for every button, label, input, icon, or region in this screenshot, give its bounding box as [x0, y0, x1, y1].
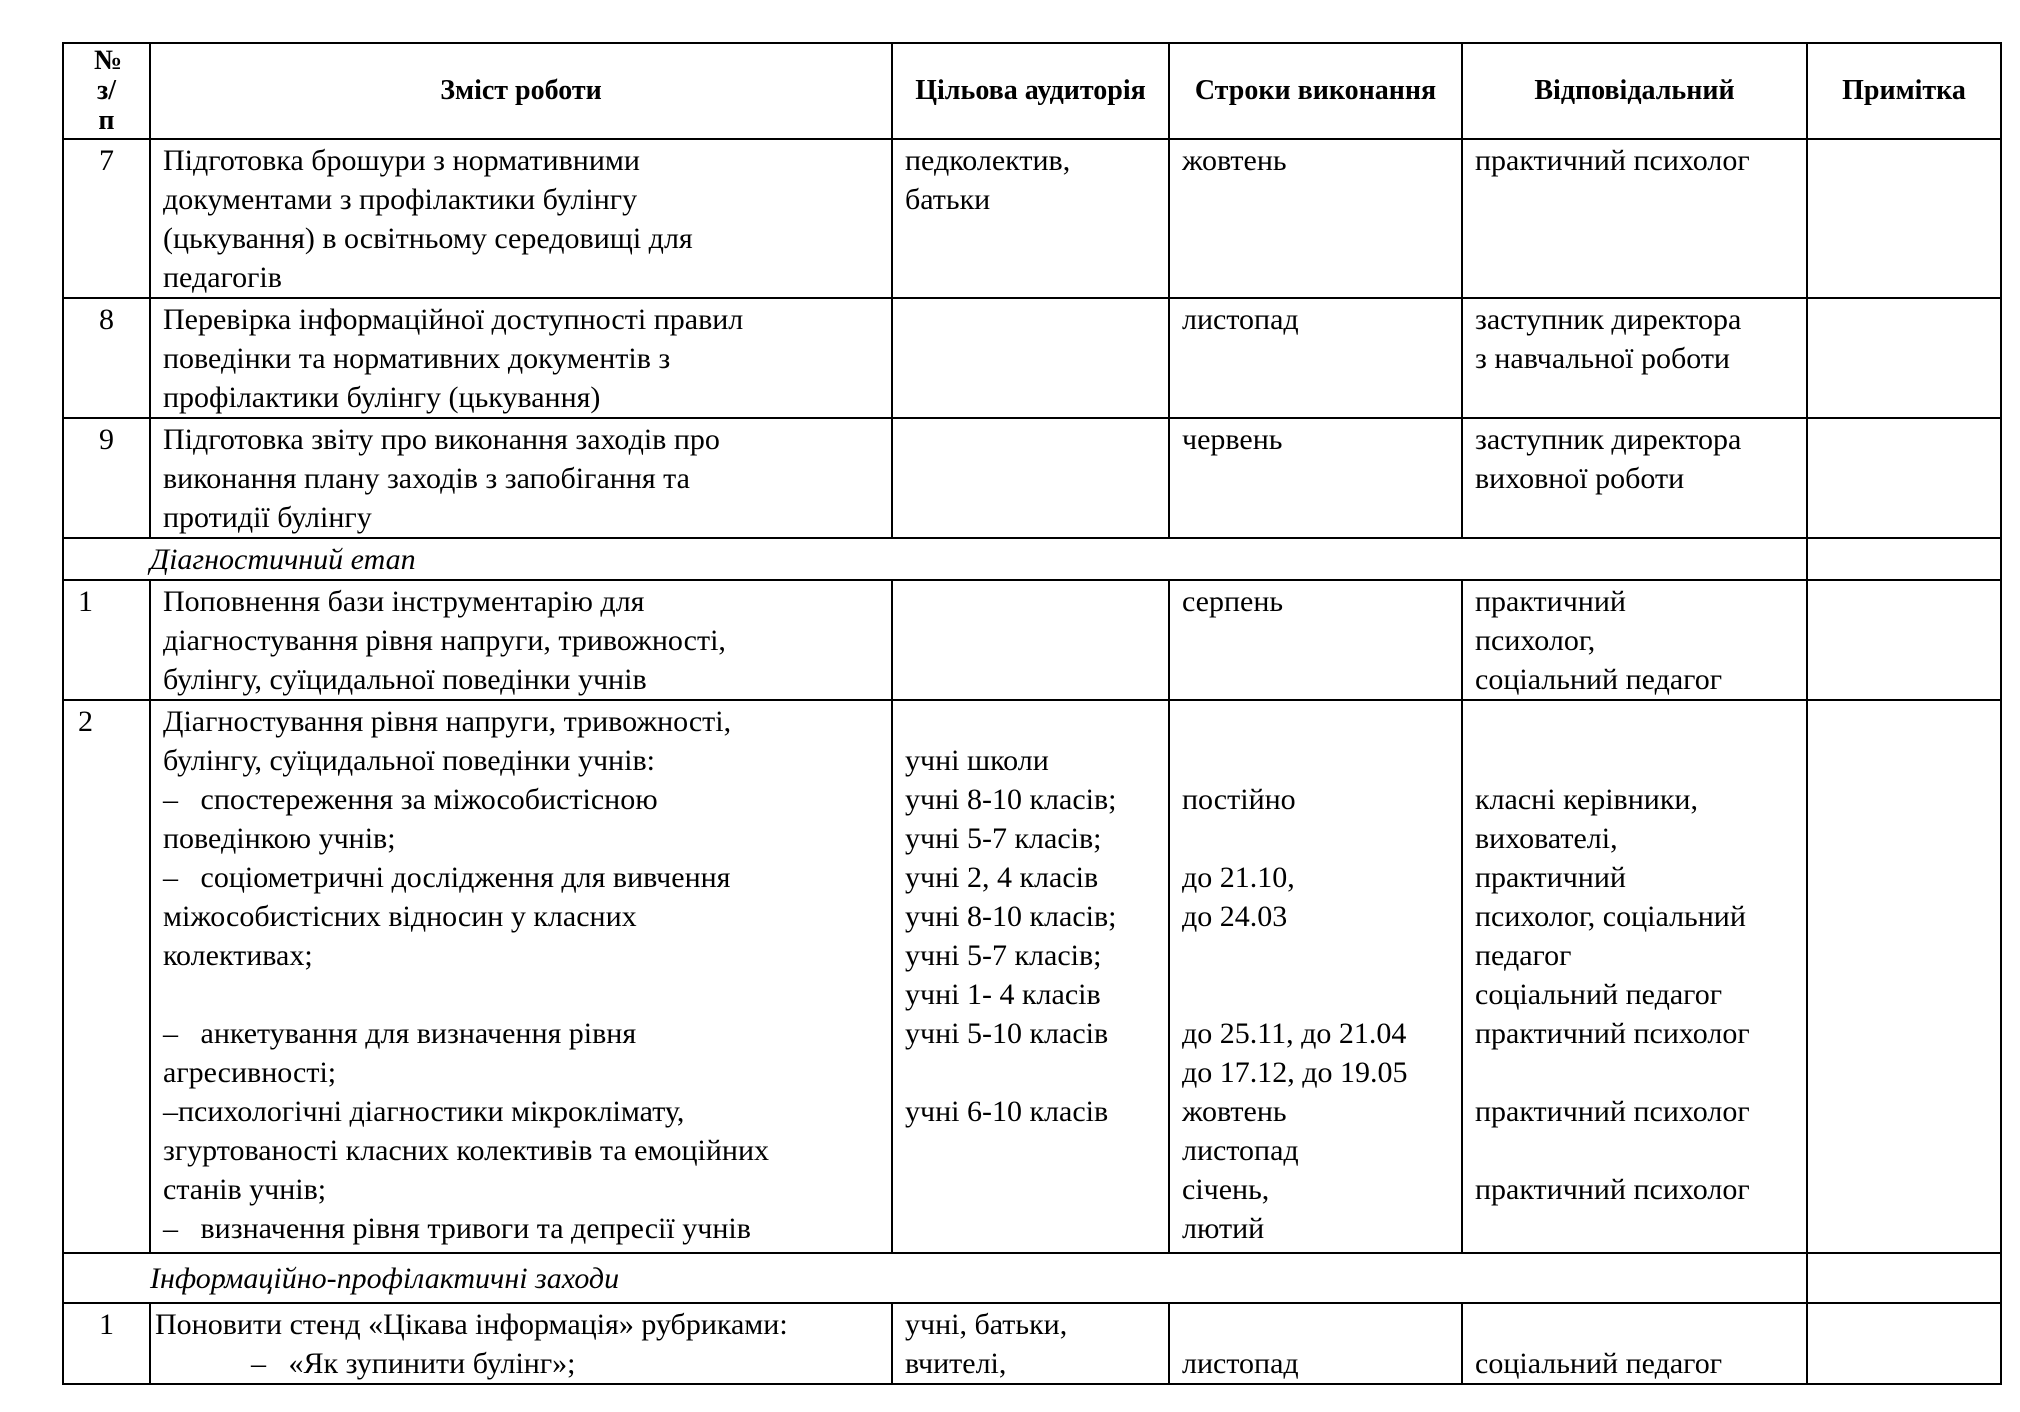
text-line	[1182, 975, 1449, 1014]
row-responsible	[1462, 418, 1807, 538]
text-line: – спостереження за міжособистісною	[163, 783, 658, 816]
text-line: до 24.03	[1182, 900, 1288, 933]
row-content	[150, 298, 892, 418]
text-line: учні 1- 4 класів	[905, 978, 1101, 1011]
text-line: учні 5-7 класів;	[905, 822, 1102, 855]
text-line: лютий	[1182, 1212, 1265, 1245]
text-line	[163, 975, 879, 1014]
row-terms	[1169, 418, 1462, 538]
section-row-info	[63, 1253, 2001, 1303]
text-line: виховної роботи	[1475, 462, 1685, 495]
row-audience	[892, 418, 1169, 538]
text-line: учні 8-10 класів;	[905, 783, 1117, 816]
text-line: вчителі,	[905, 1347, 1007, 1380]
text-line: булінгу, суїцидальної поведінки учнів:	[163, 744, 655, 777]
text-line: практичний психолог	[1475, 144, 1750, 177]
text-line	[1475, 1131, 1794, 1170]
row-terms	[1169, 139, 1462, 298]
row-note	[1807, 139, 2001, 298]
text-line: до 25.11, до 21.04	[1182, 1017, 1407, 1050]
row-audience	[892, 1303, 1169, 1384]
text-line: червень	[1182, 423, 1283, 456]
text-line	[1182, 741, 1449, 780]
row-note	[1807, 538, 2001, 580]
section-row-diagnostic	[63, 538, 2001, 580]
text-line: соціальний педагог	[1475, 663, 1723, 696]
text-line: булінгу, суїцидальної поведінки учнів	[163, 663, 647, 696]
header-audience: Цільова аудиторія	[892, 43, 1169, 139]
text-line: Поновити стенд «Цікава інформація» рубриками:	[155, 1308, 788, 1341]
table-row	[63, 298, 2001, 418]
row-terms	[1169, 580, 1462, 700]
text-line: психолог, соціальний	[1475, 900, 1746, 933]
row-note	[1807, 298, 2001, 418]
text-line	[1182, 1305, 1449, 1344]
header-content: Зміст роботи	[150, 43, 892, 139]
text-line	[1475, 1305, 1794, 1344]
text-line: міжособистісних відносин у класних	[163, 900, 637, 933]
text-line: жовтень	[1182, 1095, 1287, 1128]
row-terms	[1169, 1303, 1462, 1384]
row-terms	[1169, 700, 1462, 1253]
row-responsible	[1462, 139, 1807, 298]
row-note	[1807, 580, 2001, 700]
row-responsible	[1462, 700, 1807, 1253]
text-line: педагог	[1475, 939, 1572, 972]
text-line: – анкетування для визначення рівня	[163, 1017, 637, 1050]
text-line: жовтень	[1182, 144, 1287, 177]
text-line	[1182, 819, 1449, 858]
text-line: Поповнення бази інструментарію для	[163, 585, 645, 618]
text-line: до 21.10,	[1182, 861, 1295, 894]
text-line: агресивності;	[163, 1056, 337, 1089]
row-content	[150, 1303, 892, 1384]
text-line: психолог,	[1475, 624, 1596, 657]
text-line: документами з профілактики булінгу	[163, 183, 638, 216]
header-responsible: Відповідальний	[1462, 43, 1807, 139]
text-line	[905, 1053, 1156, 1092]
row-responsible	[1462, 1303, 1807, 1384]
table-header-row	[63, 43, 2001, 139]
header-terms: Строки виконання	[1169, 43, 1462, 139]
text-line	[905, 702, 1156, 741]
row-terms	[1169, 298, 1462, 418]
text-line: поведінкою учнів;	[163, 822, 396, 855]
text-line: Перевірка інформаційної доступності правил	[163, 303, 744, 336]
row-content	[150, 139, 892, 298]
table-row	[63, 418, 2001, 538]
text-line: Діагностування рівня напруги, тривожності,	[163, 705, 732, 738]
text-line: колективах;	[163, 939, 313, 972]
text-line: вихователі,	[1475, 822, 1618, 855]
row-num: 1	[63, 1303, 150, 1384]
text-line: – «Як зупинити булінг»;	[251, 1347, 576, 1380]
text-line: (цькування) в освітньому середовищі для	[163, 222, 693, 255]
text-line: станів учнів;	[163, 1173, 327, 1206]
row-note	[1807, 1253, 2001, 1303]
text-line: практичний психолог	[1475, 1095, 1750, 1128]
text-line: листопад	[1182, 1134, 1299, 1167]
row-num: 8	[63, 298, 150, 418]
text-line	[1182, 936, 1449, 975]
text-line: батьки	[905, 183, 991, 216]
text-line: учні 8-10 класів;	[905, 900, 1117, 933]
text-line	[1182, 702, 1449, 741]
row-audience	[892, 298, 1169, 418]
text-line: практичний	[1475, 861, 1626, 894]
text-line: педколектив,	[905, 144, 1071, 177]
section-title-diagnostic: Діагностичний етап	[150, 538, 1807, 580]
text-line: учні 5-10 класів	[905, 1017, 1109, 1050]
text-line: практичний психолог	[1475, 1173, 1750, 1206]
section-title-info: Інформаційно-профілактичні заходи	[150, 1253, 1807, 1303]
text-line: постійно	[1182, 783, 1296, 816]
row-num: 2	[63, 700, 150, 1253]
text-line: січень,	[1182, 1173, 1270, 1206]
table-row	[63, 580, 2001, 700]
text-line: педагогів	[163, 261, 282, 294]
text-line: учні, батьки,	[905, 1308, 1068, 1341]
text-line: учні школи	[905, 744, 1049, 777]
table-row	[63, 139, 2001, 298]
text-line: діагностування рівня напруги, тривожності,	[163, 624, 726, 657]
text-line: соціальний педагог	[1475, 978, 1723, 1011]
text-line: згуртованості класних колективів та емоційних	[163, 1134, 770, 1167]
text-line: профілактики булінгу (цькування)	[163, 381, 601, 414]
text-line: соціальний педагог	[1475, 1347, 1723, 1380]
text-line: виконання плану заходів з запобігання та	[163, 462, 690, 495]
row-num: 1	[63, 580, 150, 700]
text-line: класні керівники,	[1475, 783, 1698, 816]
header-num: № з/п	[63, 43, 150, 139]
row-note	[1807, 418, 2001, 538]
row-note	[1807, 1303, 2001, 1384]
text-line: листопад	[1182, 303, 1299, 336]
text-line: практичний психолог	[1475, 1017, 1750, 1050]
text-line	[1475, 702, 1794, 741]
text-line: з навчальної роботи	[1475, 342, 1730, 375]
table-row	[63, 700, 2001, 1253]
text-line: заступник директора	[1475, 303, 1742, 336]
header-note: Примітка	[1807, 43, 2001, 139]
row-responsible	[1462, 298, 1807, 418]
text-line: поведінки та нормативних документів з	[163, 342, 671, 375]
text-line: протидії булінгу	[163, 501, 372, 534]
text-line: учні 2, 4 класів	[905, 861, 1099, 894]
text-line	[1475, 1053, 1794, 1092]
row-content	[150, 580, 892, 700]
text-line	[1475, 741, 1794, 780]
text-line: Підготовка брошури з нормативними	[163, 144, 640, 177]
text-line: заступник директора	[1475, 423, 1742, 456]
text-line: Підготовка звіту про виконання заходів про	[163, 423, 720, 456]
row-audience	[892, 139, 1169, 298]
text-line: – соціометричні дослідження для вивчення	[163, 861, 731, 894]
row-audience	[892, 700, 1169, 1253]
work-plan-table	[62, 42, 2002, 1385]
row-num: 7	[63, 139, 150, 298]
row-num: 9	[63, 418, 150, 538]
text-line: листопад	[1182, 1347, 1299, 1380]
table-row	[63, 1303, 2001, 1384]
text-line: учні 6-10 класів	[905, 1095, 1109, 1128]
row-responsible	[1462, 580, 1807, 700]
row-audience	[892, 580, 1169, 700]
text-line: учні 5-7 класів;	[905, 939, 1102, 972]
row-content	[150, 418, 892, 538]
text-line: –психологічні діагностики мікроклімату,	[163, 1095, 685, 1128]
text-line: практичний	[1475, 585, 1626, 618]
text-line: – визначення рівня тривоги та депресії учнів	[163, 1212, 751, 1245]
row-content	[150, 700, 892, 1253]
text-line: серпень	[1182, 585, 1284, 618]
row-note	[1807, 700, 2001, 1253]
text-line: до 17.12, до 19.05	[1182, 1056, 1408, 1089]
